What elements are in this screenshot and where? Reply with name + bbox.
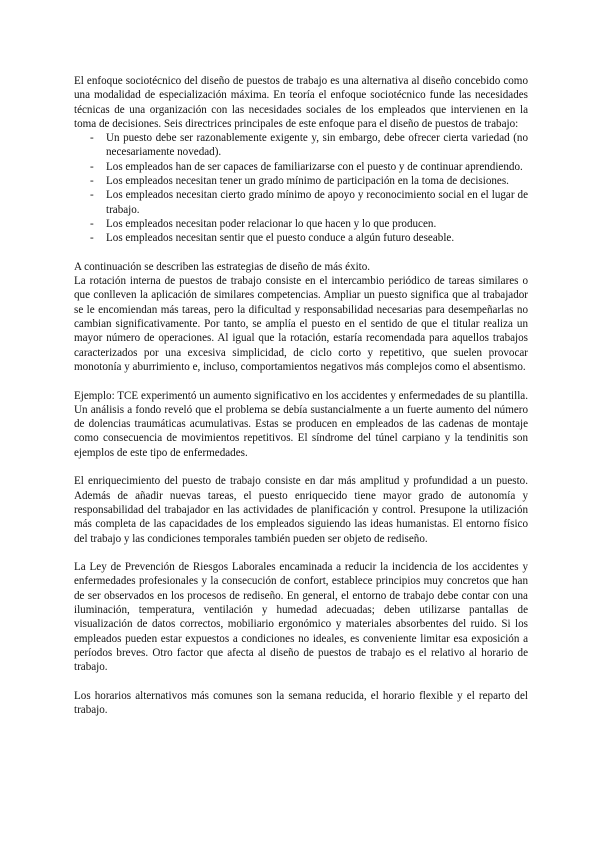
bullet-marker: -	[90, 132, 94, 145]
intro-paragraph: El enfoque sociotécnico del diseño de puestos de trabajo es una alternativa al diseño concebido como una modalidad de especialización máxima. En teoría el enfoque sociotécnico funde las necesidades técnicas de una organización con las necesidades sociales de los empleados que intervienen en la toma de decisiones. Seis directrices principales de este enfoque para el diseño de puestos de trabajo:	[74, 75, 528, 130]
example-paragraph: Ejemplo: TCE experimentó un aumento significativo en los accidentes y enfermedades de su plantilla. Un análisis a fondo reveló que el problema se debía sustancialmente a un fuerte aumento del número de dolencias traumáticas acumulativas. Estas se producen en empleados de las cadenas de montaje como consecuencia de movimientos repetitivos. El síndrome del túnel carpiano y la tendinitis son ejemplos de este tipo de enfermedades.	[74, 389, 528, 459]
list-item-text: Los empleados han de ser capaces de familiarizarse con el puesto y de continuar aprendiendo.	[106, 160, 523, 173]
list-item	[90, 131, 528, 160]
list-item-text: Un puesto debe ser razonablemente exigente y, sin embargo, debe ofrecer cierta variedad (no necesariamente novedad).	[106, 132, 528, 159]
schedules-paragraph: Los horarios alternativos más comunes son la semana reducida, el horario flexible y el reparto del trabajo.	[74, 689, 528, 717]
bullet-marker: -	[90, 160, 94, 173]
bullet-marker: -	[90, 217, 94, 230]
list-item	[90, 217, 528, 231]
list-item-text: Los empleados necesitan sentir que el puesto conduce a algún futuro deseable.	[106, 232, 455, 245]
list-item	[90, 188, 528, 217]
guidelines-list	[74, 131, 528, 245]
list-item-text: Los empleados necesitan cierto grado mínimo de apoyo y reconocimiento social en el lugar de trabajo.	[106, 189, 528, 216]
bullet-marker: -	[90, 189, 94, 202]
enrichment-paragraph: El enriquecimiento del puesto de trabajo consiste en dar más amplitud y profundidad a un puesto. Además de añadir nuevas tareas, el puesto enriquecido tiene mayor grado de autonomía y responsabilidad del trabajador en las actividades de planificación y control. Presupone la utilización más completa de las capacidades de los empleados siguiendo las ideas humanistas. El entorno físico del trabajo y las condiciones temporales también pueden ser objeto de rediseño.	[74, 475, 528, 545]
bullet-marker: -	[90, 232, 94, 245]
strategies-intro-paragraph: A continuación se describen las estrategias de diseño de más éxito.	[74, 260, 371, 273]
bullet-marker: -	[90, 175, 94, 188]
list-item-text: Los empleados necesitan poder relacionar lo que hacen y lo que producen.	[106, 217, 437, 230]
rotation-paragraph: La rotación interna de puestos de trabajo consiste en el intercambio periódico de tareas similares o que conlleven la aplicación de similares competencias. Ampliar un puesto significa que al trabajador se le encomiendan más tareas, pero la dificultad y responsabilidad necesarias para desempeñarlas no cambian significativamente. Por tanto, se amplía el puesto en el sentido de que el titular realiza un mayor número de operaciones. Al igual que la rotación, estaría recomendada para aquellos trabajos caracterizados por una excesiva simplicidad, de ciclo corto y repetitivo, que suelen provocar monotonía y aburrimiento e, incluso, comportamientos negativos más complejos como el absentismo.	[74, 275, 528, 373]
law-paragraph: La Ley de Prevención de Riesgos Laborales encaminada a reducir la incidencia de los accidentes y enfermedades profesionales y la consecución de confort, establece principios muy concretos que han de ser observados en los procesos de rediseño. En general, el entorno de trabajo debe contar con una iluminación, temperatura, ventilación y humedad adecuadas; deben utilizarse pantallas de visualización de datos correctos, mobiliario ergonómico y materiales absorbentes del ruido. Si los empleados pueden estar expuestos a condiciones no ideales, es conveniente limitar esa exposición a períodos breves. Otro factor que afecta al diseño de puestos de trabajo es el relativo al horario de trabajo.	[74, 561, 528, 674]
document-page	[74, 74, 528, 717]
list-item-text: Los empleados necesitan tener un grado mínimo de participación en la toma de decisiones.	[106, 175, 509, 188]
list-item	[90, 160, 528, 174]
list-item	[90, 231, 528, 245]
list-item	[90, 174, 528, 188]
